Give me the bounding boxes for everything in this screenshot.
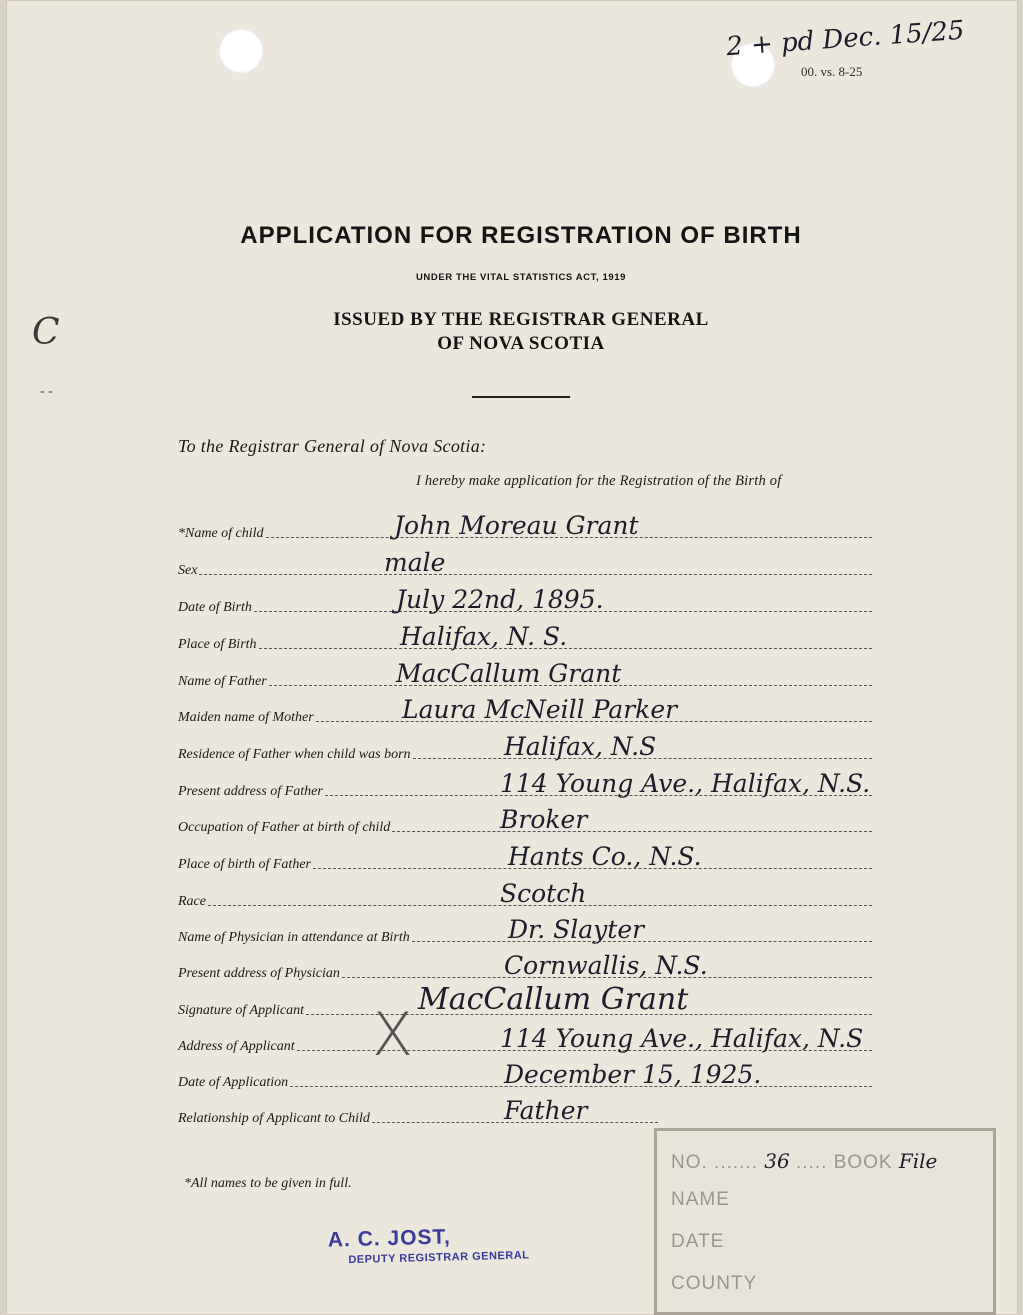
salutation: To the Registrar General of Nova Scotia:	[178, 436, 487, 456]
stamp-name: A. C. JOST,	[327, 1225, 452, 1252]
margin-dash: - -	[40, 384, 53, 399]
field-value: male	[384, 548, 446, 577]
field-row-father-residence	[178, 732, 872, 765]
form-code: 00. vs. 8-25	[801, 64, 863, 79]
field-label: Date of Application	[178, 1075, 289, 1090]
field-label: Name of Physician in attendance at Birth	[178, 930, 410, 945]
field-row-sex	[178, 548, 872, 581]
footnote: *All names to be given in full.	[184, 1176, 352, 1191]
field-row-father-birthplace	[178, 842, 872, 875]
field-label: Sex	[178, 563, 198, 578]
field-label: Place of birth of Father	[178, 857, 311, 872]
field-row-name-of-child	[178, 511, 872, 544]
file-date-line	[671, 1231, 724, 1253]
field-value: Scotch	[500, 879, 587, 908]
field-row-applicant-address	[178, 1024, 872, 1057]
document-page	[6, 0, 1018, 1315]
field-row-race	[178, 879, 872, 912]
file-no-value: 36	[764, 1149, 790, 1173]
punch-hole-left	[218, 28, 264, 74]
signature-x-mark: X	[372, 1000, 414, 1070]
field-label: Address of Applicant	[178, 1039, 295, 1054]
field-label: Present address of Physician	[178, 966, 340, 981]
field-value: Halifax, N. S.	[400, 622, 568, 651]
field-value: July 22nd, 1895.	[396, 585, 604, 614]
file-name-label: NAME	[671, 1189, 730, 1210]
issuer-line-2: OF NOVA SCOTIA	[437, 333, 605, 354]
field-label: Place of Birth	[178, 637, 257, 652]
field-value: Dr. Slayter	[508, 915, 645, 944]
file-name-line	[671, 1189, 730, 1211]
field-label: Race	[178, 894, 206, 909]
issuer-line-1: ISSUED BY THE REGISTRAR GENERAL	[333, 309, 709, 330]
field-label: Signature of Applicant	[178, 1003, 304, 1018]
field-row-father-address	[178, 769, 872, 802]
field-row-physician	[178, 915, 872, 948]
applicant-signature: MacCallum Grant	[418, 982, 689, 1017]
field-row-date-of-birth	[178, 585, 872, 618]
field-value: Halifax, N.S	[504, 732, 657, 761]
top-handwritten-note: 2 + pd Dec. 15/25	[725, 15, 966, 63]
field-label: Relationship of Applicant to Child	[178, 1111, 370, 1126]
intro-text: I hereby make application for the Registration of the Birth of	[416, 473, 782, 489]
field-value: Laura McNeill Parker	[402, 695, 678, 724]
field-value: 114 Young Ave., Halifax, N.S.	[500, 769, 871, 798]
file-county-line	[671, 1273, 757, 1295]
field-value: Broker	[500, 805, 588, 834]
field-label: Maiden name of Mother	[178, 710, 314, 725]
field-row-relationship	[178, 1096, 658, 1129]
field-label: Occupation of Father at birth of child	[178, 820, 391, 835]
field-value: 114 Young Ave., Halifax, N.S	[500, 1024, 864, 1053]
file-date-label: DATE	[671, 1231, 725, 1252]
field-row-name-of-father	[178, 659, 872, 692]
file-county-label: COUNTY	[671, 1273, 758, 1294]
field-label: Present address of Father	[178, 784, 323, 799]
file-no-label: NO.	[671, 1152, 708, 1173]
field-label: Name of Father	[178, 674, 267, 689]
field-label: Date of Birth	[178, 600, 252, 615]
field-value: MacCallum Grant	[396, 659, 622, 688]
field-label: Residence of Father when child was born	[178, 747, 411, 762]
field-row-place-of-birth	[178, 622, 872, 655]
field-label: *Name of child	[178, 526, 264, 541]
stamp-role: DEPUTY REGISTRAR GENERAL	[348, 1249, 530, 1267]
field-value: Hants Co., N.S.	[508, 842, 702, 871]
field-value: Cornwallis, N.S.	[504, 951, 708, 980]
field-row-application-date	[178, 1060, 872, 1093]
field-value: Father	[504, 1096, 588, 1125]
field-row-father-occupation	[178, 805, 872, 838]
title-divider	[472, 396, 570, 398]
field-row-mother-maiden-name	[178, 695, 872, 728]
form-title: APPLICATION FOR REGISTRATION OF BIRTH	[240, 222, 802, 249]
field-row-applicant-signature	[178, 982, 872, 1021]
file-record-stamp	[654, 1128, 996, 1315]
field-value: John Moreau Grant	[394, 511, 639, 540]
issuer	[6, 308, 1023, 356]
field-value: December 15, 1925.	[504, 1060, 762, 1089]
file-book-value: File	[898, 1149, 938, 1173]
file-book-label: BOOK	[833, 1152, 893, 1173]
registrar-stamp	[328, 1223, 530, 1266]
form-subtitle: UNDER THE VITAL STATISTICS ACT, 1919	[415, 272, 627, 283]
file-no-line: NO. ....... 36 ..... BOOK File	[671, 1149, 938, 1173]
field-row-physician-address	[178, 951, 872, 984]
margin-mark: C	[32, 312, 60, 353]
